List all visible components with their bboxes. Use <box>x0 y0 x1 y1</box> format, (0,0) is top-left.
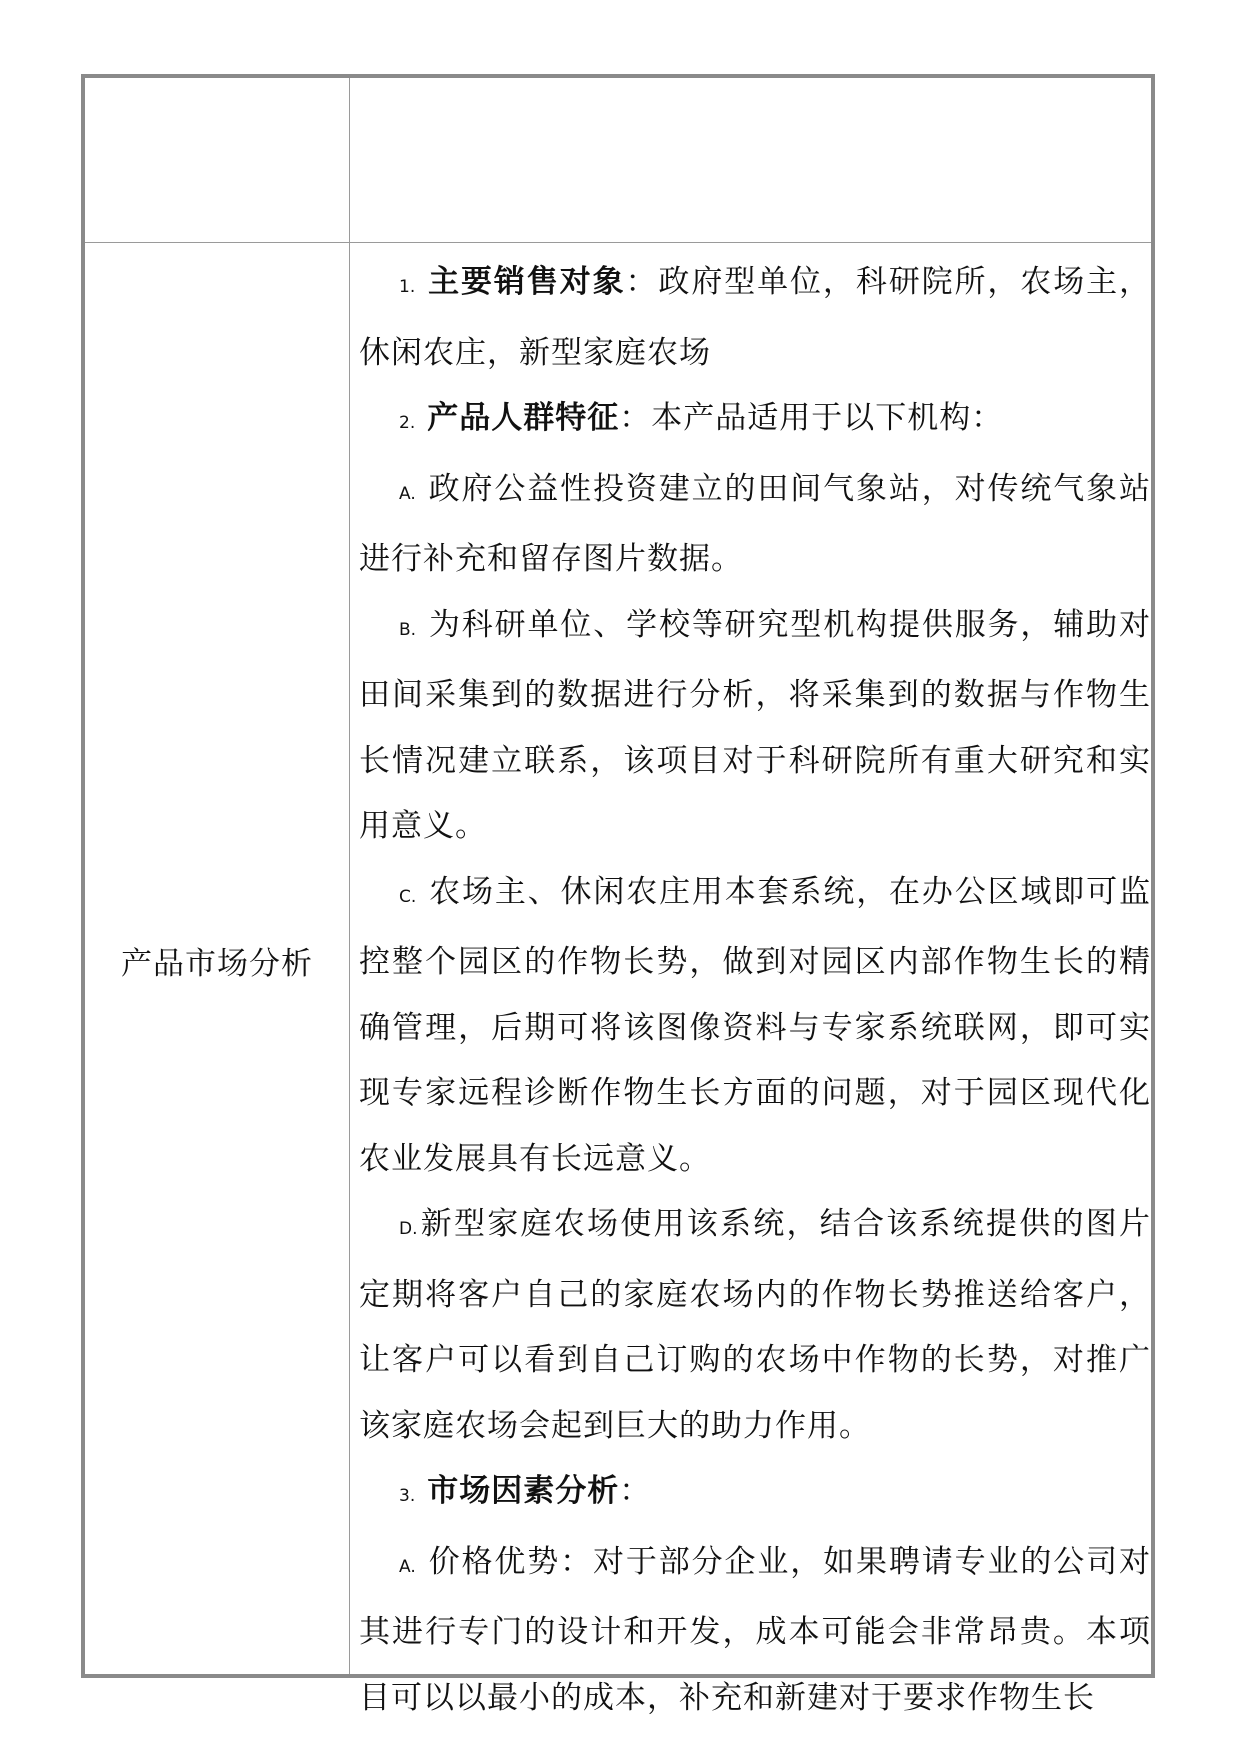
item-2d-marker: D. <box>399 1219 418 1239</box>
item-2c-marker: C. <box>399 886 417 907</box>
section-3-marker: 3. <box>399 1486 416 1506</box>
item-2b-text: 为科研单位、学校等研究型机构提供服务，辅助对田间采集到的数据进行分析，将采集到的数据与作物生长情况建立联系，该项目对于科研院所有重大研究和实用意义。 <box>359 606 1151 844</box>
section-2-marker: 2. <box>399 413 416 433</box>
section-3-text: ： <box>619 1473 652 1509</box>
row-label-cell <box>85 243 349 1678</box>
column-divider <box>349 78 350 1674</box>
section-3-heading: 市场因素分析 <box>427 1473 620 1509</box>
section-2-paragraph <box>359 386 1151 457</box>
item-2d-text: 新型家庭农场使用该系统，结合该系统提供的图片定期将客户自己的家庭农场内的作物长势推送给客户，让客户可以看到自己订购的农场中作物的长势，对推广该家庭农场会起到巨大的助力作用。 <box>359 1206 1151 1444</box>
item-3a-paragraph <box>359 1530 1151 1732</box>
section-2-text: ：本产品适用于以下机构： <box>619 400 1004 436</box>
row-label: 产品市场分析 <box>121 946 313 982</box>
analysis-content-cell <box>359 250 1151 1731</box>
section-3-paragraph <box>359 1459 1151 1530</box>
section-1-paragraph <box>359 250 1151 386</box>
section-1-heading: 主要销售对象 <box>427 264 626 300</box>
document-table <box>81 74 1155 1716</box>
item-2a-marker: A. <box>399 483 416 504</box>
item-2c-text: 农场主、休闲农庄用本套系统，在办公区域即可监控整个园区的作物长势，做到对园区内部作物生长的精确管理，后期可将该图像资料与专家系统联网，即可实现专家远程诊断作物生长方面的问题，对于园区现代化农业发展具有长远意义。 <box>359 873 1151 1177</box>
item-2a-paragraph <box>359 457 1151 593</box>
section-1-marker: 1. <box>399 277 416 297</box>
section-1-text: ：政府型单位，科研院所，农场主，休闲农庄，新型家庭农场 <box>359 264 1152 371</box>
item-2a-text: 政府公益性投资建立的田间气象站，对传统气象站进行补充和留存图片数据。 <box>359 470 1151 577</box>
item-2c-paragraph <box>359 860 1151 1193</box>
item-3a-marker: A. <box>399 1556 416 1577</box>
item-3a-text: 价格优势：对于部分企业，如果聘请专业的公司对其进行专门的设计和开发，成本可能会非常昂贵。本项目可以以最小的成本，补充和新建对于要求作物生长 <box>359 1543 1151 1716</box>
item-2b-paragraph <box>359 593 1151 860</box>
item-2b-marker: B. <box>399 619 417 640</box>
section-2-heading: 产品人群特征 <box>427 400 620 436</box>
item-2d-paragraph <box>359 1192 1151 1459</box>
